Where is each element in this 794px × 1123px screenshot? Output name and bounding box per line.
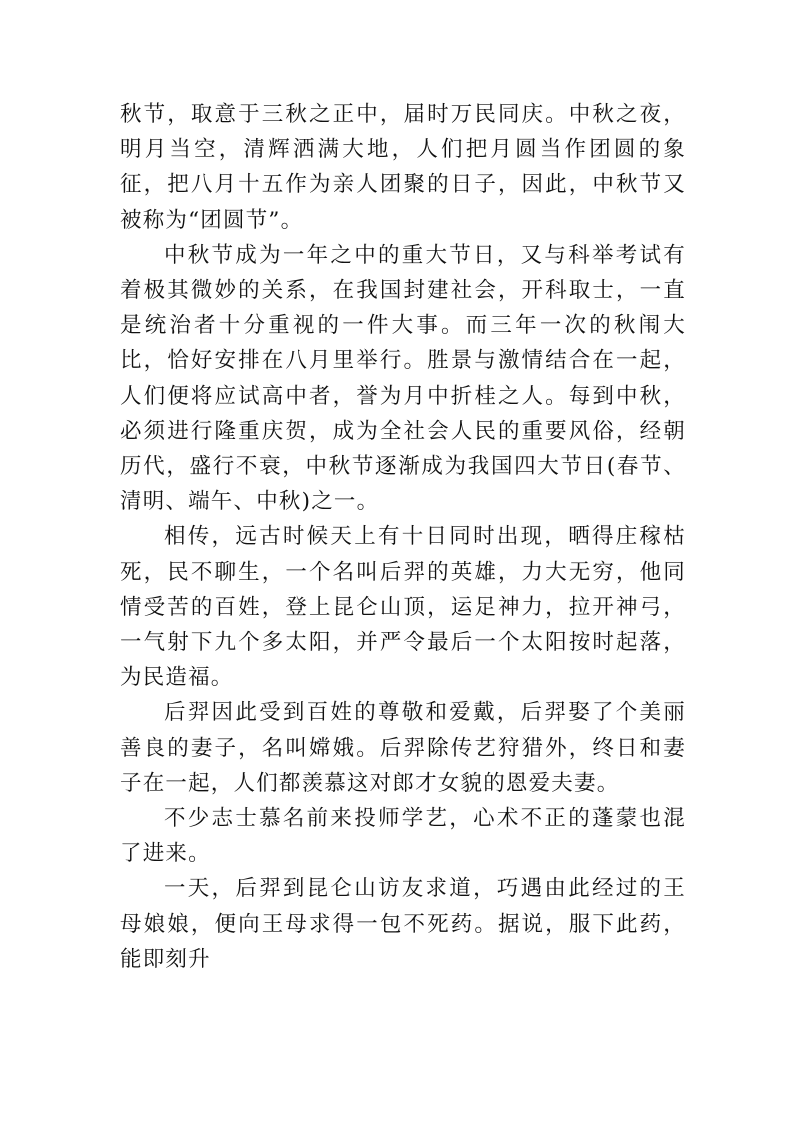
document-page [120,97,686,977]
paragraph-houyi-suns: 相传，远古时候天上有十日同时出现，晒得庄稼枯死，民不聊生，一个名叫后羿的英雄，力大无穷，他同情受苦的百姓，登上昆仑山顶，运足神力，拉开神弓，一气射下九个多太阳，并严令最后一个太阳按时起落，为民造福。 [120,524,686,691]
paragraph-elixir: 一天，后羿到昆仑山访友求道，巧遇由此经过的王母娘娘，便向王母求得一包不死药。据说，服下此药，能即刻升 [120,876,686,972]
paragraph-imperial-exam: 中秋节成为一年之中的重大节日，又与科举考试有着极其微妙的关系，在我国封建社会，开科取士，一直是统治者十分重视的一件大事。而三年一次的秋闱大比，恰好安排在八月里举行。胜景与激情结合在一起，人们便将应试高中者，誉为月中折桂之人。每到中秋，必须进行隆重庆贺，成为全社会人民的重要风俗，经朝历代，盛行不衰，中秋节逐渐成为我国四大节日(春节、清明、端午、中秋)之一。 [120,242,686,515]
paragraph-houyi-change: 后羿因此受到百姓的尊敬和爱戴，后羿娶了个美丽善良的妻子，名叫嫦娥。后羿除传艺狩猎外，终日和妻子在一起，人们都羡慕这对郎才女貌的恩爱夫妻。 [120,700,686,796]
paragraph-pengmeng: 不少志士慕名前来投师学艺，心术不正的蓬蒙也混了进来。 [120,806,686,867]
paragraph-mid-autumn-origin: 秋节，取意于三秋之正中，届时万民同庆。中秋之夜，明月当空，清辉洒满大地，人们把月圆当作团圆的象征，把八月十五作为亲人团聚的日子，因此，中秋节又被称为“团圆节”。 [120,102,686,233]
